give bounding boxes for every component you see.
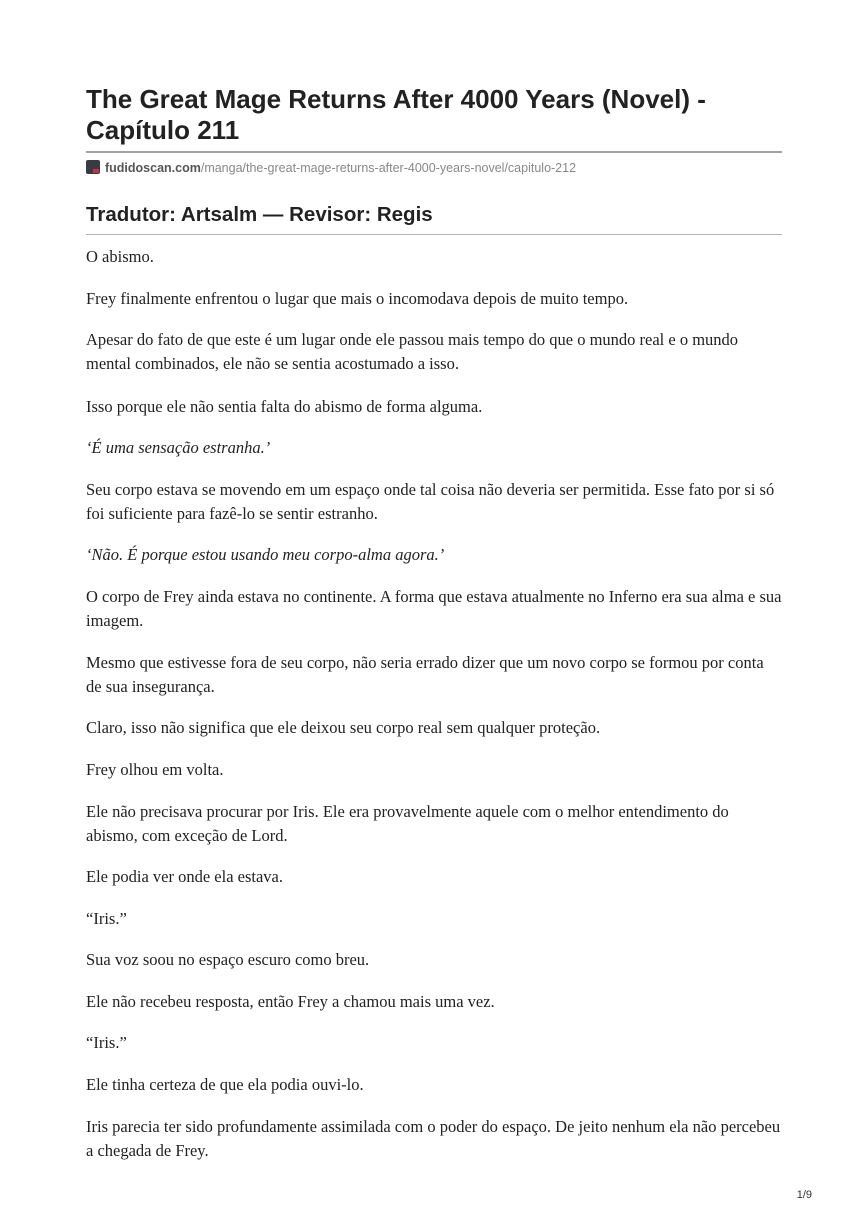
paragraph: Iris parecia ter sido profundamente assimilada com o poder do espaço. De jeito nenhum ela não percebeu a chegada de Frey. [86, 1117, 781, 1160]
paragraph: Ele não precisava procurar por Iris. Ele era provavelmente aquele com o melhor entendimento do abismo, com exceção de Lord. [86, 802, 729, 845]
paragraph: Seu corpo estava se movendo em um espaço onde tal coisa não deveria ser permitida. Esse fato por si só foi suficiente para fazê-lo se sentir estranho. [86, 480, 775, 523]
paragraph: Ele podia ver onde ela estava. [86, 867, 283, 886]
source-url[interactable] [86, 158, 782, 178]
title-divider [86, 151, 782, 153]
paragraph: O corpo de Frey ainda estava no continente. A forma que estava atualmente no Inferno era sua alma e sua imagem. [86, 587, 782, 630]
site-favicon-icon [86, 160, 100, 174]
paragraph-dialogue: “Iris.” [86, 909, 127, 928]
source-path[interactable]: /manga/the-great-mage-returns-after-4000-years-novel/capitulo-212 [200, 161, 577, 175]
paragraph: Frey olhou em volta. [86, 760, 224, 779]
paragraph: Apesar do fato de que este é um lugar onde ele passou mais tempo do que o mundo real e o mundo mental combinados, ele não se sentia acostumado a isso. [86, 330, 739, 373]
page-indicator: 1/9 [796, 1189, 812, 1201]
heading-divider [86, 234, 782, 235]
paragraph: Mesmo que estivesse fora de seu corpo, não seria errado dizer que um novo corpo se formou por conta de sua insegurança. [86, 653, 764, 696]
source-domain[interactable]: fudidoscan.com [105, 161, 201, 175]
paragraph-thought: ‘Não. É porque estou usando meu corpo-alma agora.’ [86, 545, 445, 564]
translator-heading: Tradutor: Artsalm — Revisor: Regis [86, 203, 433, 226]
paragraph: Isso porque ele não sentia falta do abismo de forma alguma. [86, 397, 483, 416]
paragraph: Sua voz soou no espaço escuro como breu. [86, 950, 370, 969]
paragraph: O abismo. [86, 247, 154, 266]
paragraph: Ele tinha certeza de que ela podia ouvi-lo. [86, 1075, 364, 1094]
page-title: The Great Mage Returns After 4000 Years (Novel) - Capítulo 211 [86, 84, 706, 145]
paragraph: Claro, isso não significa que ele deixou seu corpo real sem qualquer proteção. [86, 718, 601, 737]
paragraph: Frey finalmente enfrentou o lugar que mais o incomodava depois de muito tempo. [86, 289, 629, 308]
paragraph-dialogue: “Iris.” [86, 1033, 127, 1052]
paragraph: Ele não recebeu resposta, então Frey a chamou mais uma vez. [86, 992, 495, 1011]
paragraph-thought: ‘É uma sensação estranha.’ [86, 438, 271, 457]
